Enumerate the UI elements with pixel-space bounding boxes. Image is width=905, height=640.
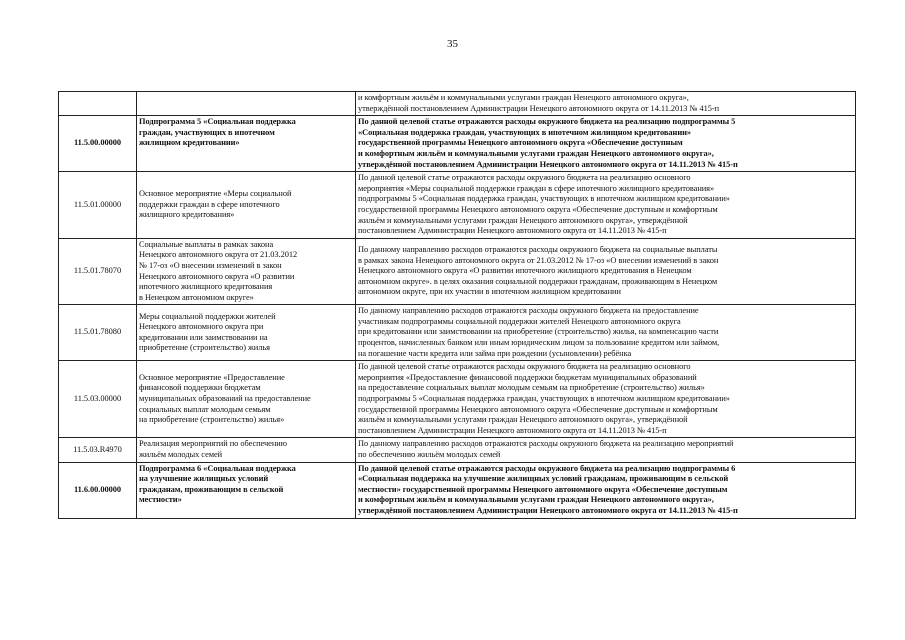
name-line: Подпрограмма 6 «Социальная поддержка (139, 463, 296, 473)
description-line: государственной программы Ненецкого автономного округа «Обеспечение доступным и комфортным (358, 204, 718, 214)
description-line: По данной целевой статье отражаются расходы окружного бюджета на реализацию основного (358, 362, 691, 372)
description-cell (356, 238, 856, 305)
description-cell (356, 116, 856, 172)
description-line: автономном округе». в целях оказания социальной поддержки гражданам, проживающим в Ненецком (358, 276, 718, 286)
name-line: ипотечного жилищного кредитования (139, 282, 273, 292)
description-line: утверждённой постановлением Администрации Ненецкого автономного округа от 14.11.2013 № 415-п (358, 159, 738, 169)
name-line: на приобретение (строительство) жилья» (139, 415, 285, 425)
description-line: утверждённой постановлением Администрации Ненецкого автономного округа от 14.11.2013 № 415-п (358, 103, 720, 113)
description-line: местности» государственной программы Ненецкого автономного округа «Обеспечение доступным (358, 484, 728, 494)
description-line: и комфортным жильём и коммунальными услугами граждан Ненецкого автономного округа», (358, 93, 689, 102)
name-line: гражданам, проживающим в сельской (139, 484, 284, 494)
name-line: жилищном кредитовании» (139, 138, 240, 148)
description-cell (356, 438, 856, 462)
description-line: Ненецкого автономного округа «О развитии ипотечного жилищного кредитования в Ненецком (358, 266, 692, 276)
table-row (59, 172, 856, 239)
description-cell (356, 92, 856, 116)
name-line: Подпрограмма 5 «Социальная поддержка (139, 117, 296, 127)
description-line: по обеспечению жильём молодых семей (358, 450, 501, 459)
description-line: По данной целевой статье отражаются расходы окружного бюджета на реализацию основного (358, 173, 691, 183)
table-row (59, 116, 856, 172)
name-line: в Ненецком автономном округе» (139, 292, 254, 302)
description-line: процентов, начисленных банком или иным юридическим лицом за пользование кредитом или займом, (358, 338, 720, 348)
description-line: мероприятия «Предоставление финансовой поддержки бюджетам муниципальных образований (358, 372, 697, 382)
description-line: подпрограммы 5 «Социальная поддержка граждан, участвующих в ипотечном жилищном кредитовании» (358, 394, 730, 404)
name-line: на улучшение жилищных условий (139, 474, 269, 484)
name-line: Основное мероприятие «Предоставление (139, 372, 285, 382)
description-line: государственной программы Ненецкого автономного округа «Обеспечение доступным и комфортным (358, 404, 718, 414)
description-line: По данному направлению расходов отражаются расходы окружного бюджета на предоставление (358, 306, 699, 316)
description-line: «Социальная поддержка на улучшение жилищных условий гражданам, проживающим в сельской (358, 474, 729, 484)
budget-classification-table (58, 91, 856, 519)
name-line: жильём молодых семей (139, 450, 223, 459)
name-line: Ненецкого автономного округа при (139, 322, 264, 332)
table-row (59, 92, 856, 116)
description-line: при кредитовании или заимствовании на приобретение (строительство) жилья, на компенсацию части (358, 327, 719, 337)
code-cell (59, 92, 137, 116)
name-line: Реализация мероприятий по обеспечению (139, 439, 287, 449)
table-row (59, 305, 856, 361)
name-line: граждан, участвующих в ипотечном (139, 127, 275, 137)
table-row (59, 238, 856, 305)
table-row (59, 462, 856, 518)
name-cell (137, 462, 356, 518)
name-line: Социальные выплаты в рамках закона (139, 239, 274, 249)
description-line: на погашение части кредита или займа при рождении (усыновлении) ребёнка (358, 348, 632, 358)
name-line: Меры социальной поддержки жителей (139, 311, 276, 321)
name-cell (137, 305, 356, 361)
code-cell: 11.5.03.00000 (59, 361, 137, 438)
name-line: кредитовании или заимствовании на (139, 332, 268, 342)
code-cell: 11.5.01.00000 (59, 172, 137, 239)
name-line: поддержки граждан в сфере ипотечного (139, 199, 280, 209)
description-line: подпрограммы 5 «Социальная поддержка граждан, участвующих в ипотечном жилищном кредитовании» (358, 194, 730, 204)
code-cell: 11.5.01.78080 (59, 305, 137, 361)
description-line: участникам подпрограммы социальной поддержки жителей Ненецкого автономного округа (358, 316, 681, 326)
code-cell: 11.5.03.R4970 (59, 438, 137, 462)
name-line: социальных выплат молодым семьям (139, 404, 271, 414)
name-cell (137, 438, 356, 462)
description-line: жильём и коммунальными услугами граждан Ненецкого автономного округа», утверждённой (358, 215, 688, 225)
name-cell (137, 116, 356, 172)
description-line: и комфортным жильём и коммунальными услугами граждан Ненецкого автономного округа», (358, 148, 714, 158)
description-line: постановлением Администрации Ненецкого автономного округа от 14.11.2013 № 415-п (358, 226, 667, 236)
description-line: По данному направлению расходов отражаются расходы окружного бюджета на социальные выплаты (358, 245, 718, 255)
description-line: По данной целевой статье отражаются расходы окружного бюджета на реализацию подпрограммы 6 (358, 463, 736, 473)
table-row (59, 361, 856, 438)
description-line: «Социальная поддержка граждан, участвующих в ипотечном жилищном кредитовании» (358, 127, 692, 137)
name-cell (137, 172, 356, 239)
name-cell (137, 361, 356, 438)
description-line: жильём и коммунальными услугами граждан Ненецкого автономного округа», утверждённой (358, 415, 688, 425)
description-line: По данному направлению расходов отражаются расходы окружного бюджета на реализацию мероприятий (358, 439, 734, 449)
description-line: на предоставление социальных выплат молодым семьям на приобретение (строительство) жилья» (358, 383, 705, 393)
description-line: постановлением Администрации Ненецкого автономного округа от 14.11.2013 № 415-п (358, 425, 667, 435)
code-cell: 11.5.00.00000 (59, 116, 137, 172)
name-cell (137, 92, 356, 116)
name-line: финансовой поддержки бюджетам (139, 383, 261, 393)
description-line: По данной целевой статье отражаются расходы окружного бюджета на реализацию подпрограммы 5 (358, 117, 736, 127)
description-line: утверждённой постановлением Администрации Ненецкого автономного округа от 14.11.2013 № 415-п (358, 505, 738, 515)
description-cell (356, 462, 856, 518)
name-line: жилищного кредитования» (139, 210, 235, 220)
name-line: местности» (139, 495, 182, 505)
description-line: и комфортным жильём и коммунальными услугами граждан Ненецкого автономного округа», (358, 495, 714, 505)
code-cell: 11.6.00.00000 (59, 462, 137, 518)
description-line: автономном округе, при их участии в ипотечном жилищном кредитовании (358, 287, 621, 297)
description-line: государственной программы Ненецкого автономного округа «Обеспечение доступным (358, 138, 683, 148)
name-line: Ненецкого автономного округа от 21.03.2012 (139, 250, 298, 260)
table-row (59, 438, 856, 462)
page-number: 35 (447, 38, 458, 50)
code-cell: 11.5.01.78070 (59, 238, 137, 305)
name-line: Основное мероприятие «Меры социальной (139, 189, 292, 199)
description-line: в рамках закона Ненецкого автономного округа от 21.03.2012 № 17-оз «О внесении изменений в закон (358, 255, 719, 265)
name-line: муниципальных образований на предоставление (139, 394, 311, 404)
description-cell (356, 305, 856, 361)
description-cell (356, 172, 856, 239)
description-cell (356, 361, 856, 438)
name-line: Ненецкого автономного округа «О развитии (139, 271, 295, 281)
name-line: приобретение (строительство) жилья (139, 343, 270, 353)
name-cell (137, 238, 356, 305)
name-line: № 17-оз «О внесении изменений в закон (139, 260, 282, 270)
description-line: мероприятия «Меры социальной поддержки граждан в сфере ипотечного жилищного кредитования» (358, 183, 715, 193)
